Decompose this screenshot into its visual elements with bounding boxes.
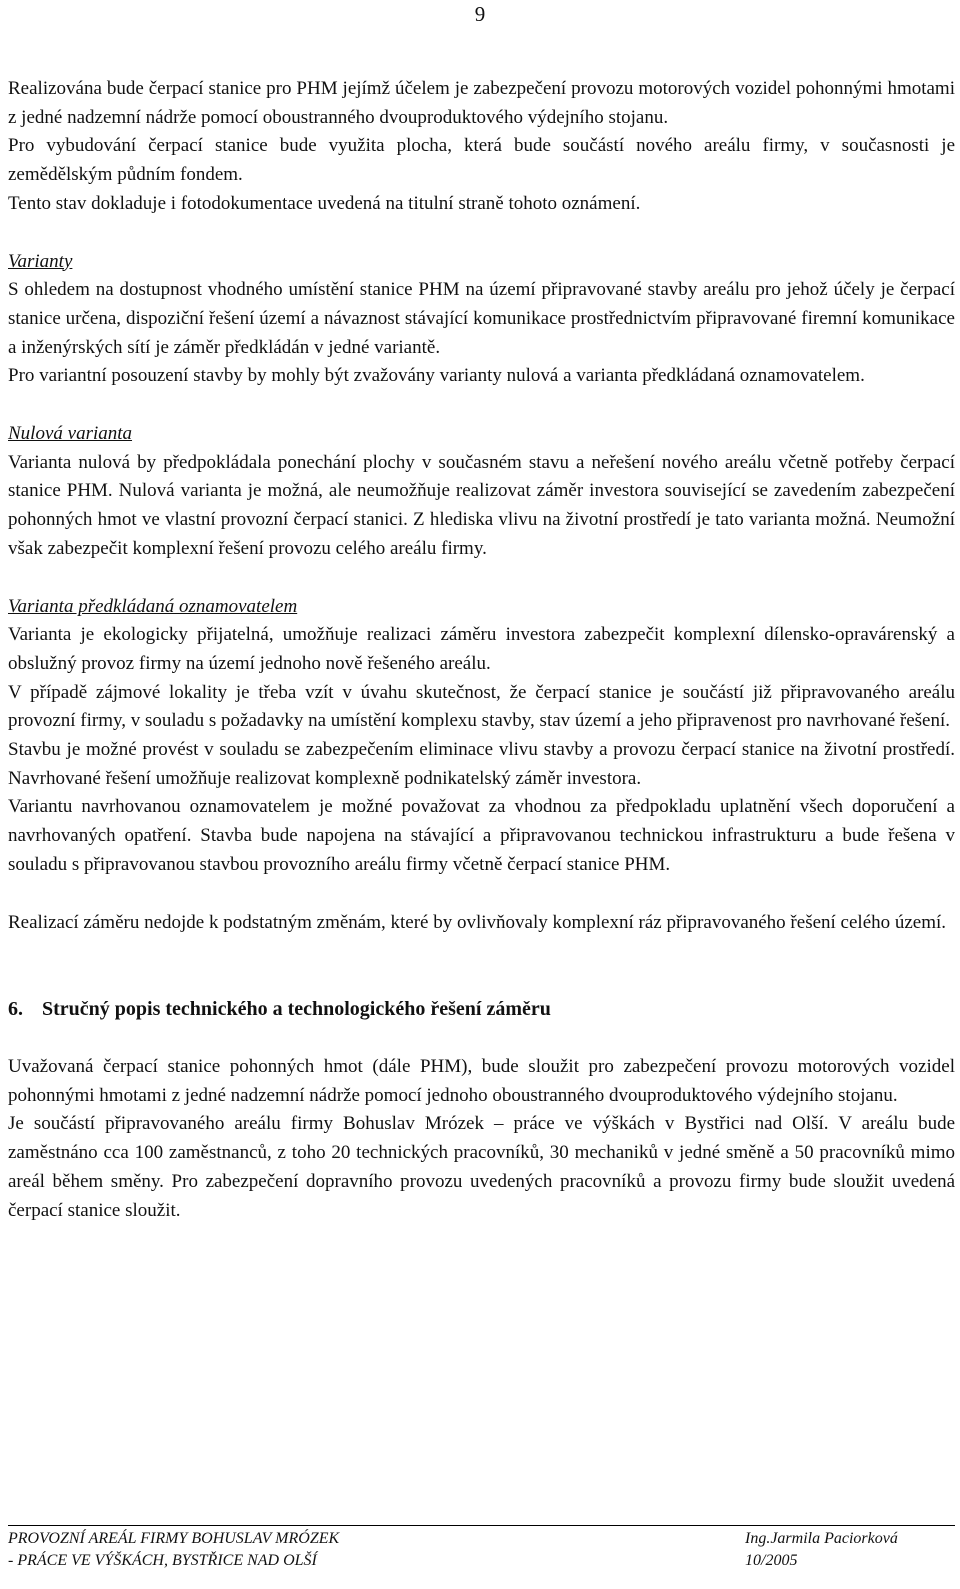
footer-project: PROVOZNÍ AREÁL FIRMY BOHUSLAV MRÓZEK — [8, 1530, 340, 1547]
predkladana-paragraph: Varianta je ekologicky přijatelná, umožňuje realizaci záměru investora zabezpečit komplexní dílensko-opravárenský a obslužný provoz firmy na území jednoho nově řešeného areálu. — [8, 624, 955, 674]
section-number: 6. — [8, 998, 23, 1021]
predkladana-paragraph: Stavbu je možné provést v souladu se zabezpečením eliminace vlivu stavby a provozu čerpací stanice na životní prostředí. Navrhované řešení umožňuje realizovat komplexně podnikatelský záměr investora. — [8, 739, 955, 789]
intro-paragraph: Realizována bude čerpací stanice pro PHM jejímž účelem je zabezpečení provozu motorových vozidel pohonnými hmotami z jedné nadzemní nádrže pomocí oboustranného dvouproduktového výdejního stojanu. — [8, 78, 955, 128]
predkladana-paragraph: V případě zájmové lokality je třeba vzít v úvahu skutečnost, že čerpací stanice je součástí již připravovaného areálu provozní firmy, v souladu s požadavky na umístění komplexu stavby, stav území a jeho připravenost pro navrhované řešení. — [8, 681, 955, 732]
page-content — [8, 75, 955, 1225]
page-number: 9 — [474, 2, 486, 26]
varianty-paragraph: S ohledem na dostupnost vhodného umístění stanice PHM na území připravované stavby areálu pro jehož účely je čerpací stanice určena, dispoziční řešení území a návaznost stávající komunikace prostřednictvím připravované firemní komunikace a inženýrských sítí je záměr předkládán v jedné variantě. — [8, 279, 955, 358]
page-footer — [8, 1525, 955, 1572]
predkladana-subheading: Varianta předkládaná oznamovatelem — [8, 595, 298, 617]
varianty-paragraph: Pro variantní posouzení stavby by mohly být zvažovány varianty nulová a varianta předkládaná oznamovatelem. — [8, 365, 865, 387]
section-6-paragraph: Je součástí připravovaného areálu firmy Bohuslav Mrózek – práce ve výškách v Bystřici nad Olší. V areálu bude zaměstnáno cca 100 zaměstnanců, z toho 20 technických pracovníků, 30 mechaniků v jedné směně a 50 pracovníků mimo areál během směny. Pro zabezpečení dopravního provozu uvedených pracovníků a provozu firmy bude sloužit uvedená čerpací stanice sloužit. — [8, 1113, 955, 1221]
nulova-subheading: Nulová varianta — [8, 423, 133, 445]
nulova-paragraph: Varianta nulová by předpokládala ponechání plochy v současném stavu a neřešení nového areálu včetně potřeby čerpací stanice PHM. Nulová varianta je možná, ale neumožňuje realizovat záměr investora související se zavedením zabezpečení pohonných hmot ve vlastní provozní čerpací stanici. Z hlediska vlivu na životní prostředí je tato varianta možná. Neumožní však zabezpečit komplexní řešení provozu celého areálu firmy. — [8, 451, 955, 559]
section-title: Stručný popis technického a technologického řešení záměru — [42, 998, 551, 1021]
intro-paragraph: Pro vybudování čerpací stanice bude využita plocha, která bude součástí nového areálu firmy, v současnosti je zemědělským půdním fondem. — [8, 135, 955, 186]
predkladana-paragraph: Variantu navrhovanou oznamovatelem je možné považovat za vhodnou za předpokladu uplatnění všech doporučení a navrhovaných opatření. Stavba bude napojena na stávající a připravovanou technickou infrastrukturu a bude řešena v souladu s připravovanou stavbou provozního areálu firmy včetně čerpací stanice PHM. — [8, 796, 955, 875]
realizaci-paragraph: Realizací záměru nedojde k podstatným změnám, které by ovlivňovaly komplexní ráz připravovaného řešení celého území. — [8, 911, 947, 933]
intro-paragraph: Tento stav dokladuje i fotodokumentace uvedená na titulní straně tohoto oznámení. — [8, 192, 641, 214]
section-6-paragraph: Uvažovaná čerpací stanice pohonných hmot (dále PHM), bude sloužit pro zabezpečení provozu motorových vozidel pohonnými hmotami z jedné nadzemní nádrže pomocí jednoho oboustranného dvouproduktového výdejního stojanu. — [8, 1055, 955, 1106]
footer-author: Ing.Jarmila Paciorková — [745, 1530, 898, 1547]
section-6-heading — [8, 995, 955, 1024]
footer-project-sub: - PRÁCE VE VÝŠKÁCH, BYSTŘICE NAD OLŠÍ — [8, 1552, 317, 1569]
varianty-subheading: Varianty — [8, 250, 73, 272]
footer-date: 10/2005 — [745, 1552, 798, 1569]
